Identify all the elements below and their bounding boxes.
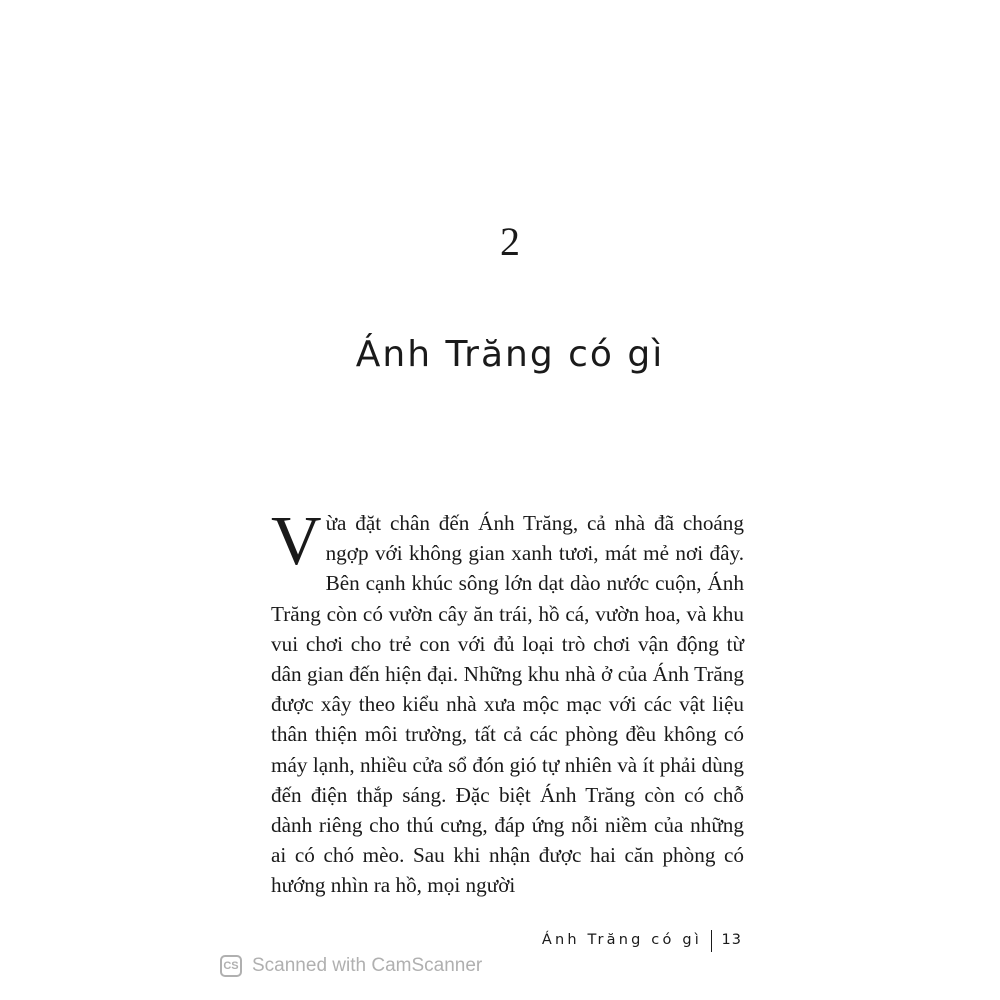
dropcap-letter: V xyxy=(271,503,322,580)
scanner-watermark xyxy=(220,953,482,979)
running-title: Ánh Trăng có gì xyxy=(541,932,702,948)
footer-divider xyxy=(711,930,712,952)
camscanner-logo-icon: CS xyxy=(220,955,242,977)
page-number: 13 xyxy=(721,932,742,948)
chapter-title: Ánh Trăng có gì xyxy=(355,334,665,375)
body-paragraph-text: ừa đặt chân đến Ánh Trăng, cả nhà đã choáng ngợp với không gian xanh tươi, mát mẻ nơi đây. Bên cạnh khúc sông lớn dạt dào nước cuộn, Ánh Trăng còn có vườn cây ăn trái, hồ cá, vườn hoa, và khu vui chơi cho trẻ con với đủ loại trò chơi vận động từ dân gian đến hiện đại. Những khu nhà ở của Ánh Trăng được xây theo kiểu nhà xưa mộc mạc với các vật liệu thân thiện môi trường, tất cả các phòng đều không có máy lạnh, nhiều cửa sổ đón gió tự nhiên và ít phải dùng đến điện thắp sáng. Đặc biệt Ánh Trăng còn có chỗ dành riêng cho thú cưng, đáp ứng nỗi niềm của những ai có chó mèo. Sau khi nhận được hai căn phòng có hướng nhìn ra hồ, mọi người xyxy=(271,511,744,898)
watermark-text: Scanned with CamScanner xyxy=(252,955,483,976)
body-paragraph xyxy=(271,503,744,901)
chapter-number: 2 xyxy=(500,219,520,264)
page-footer xyxy=(440,930,750,954)
